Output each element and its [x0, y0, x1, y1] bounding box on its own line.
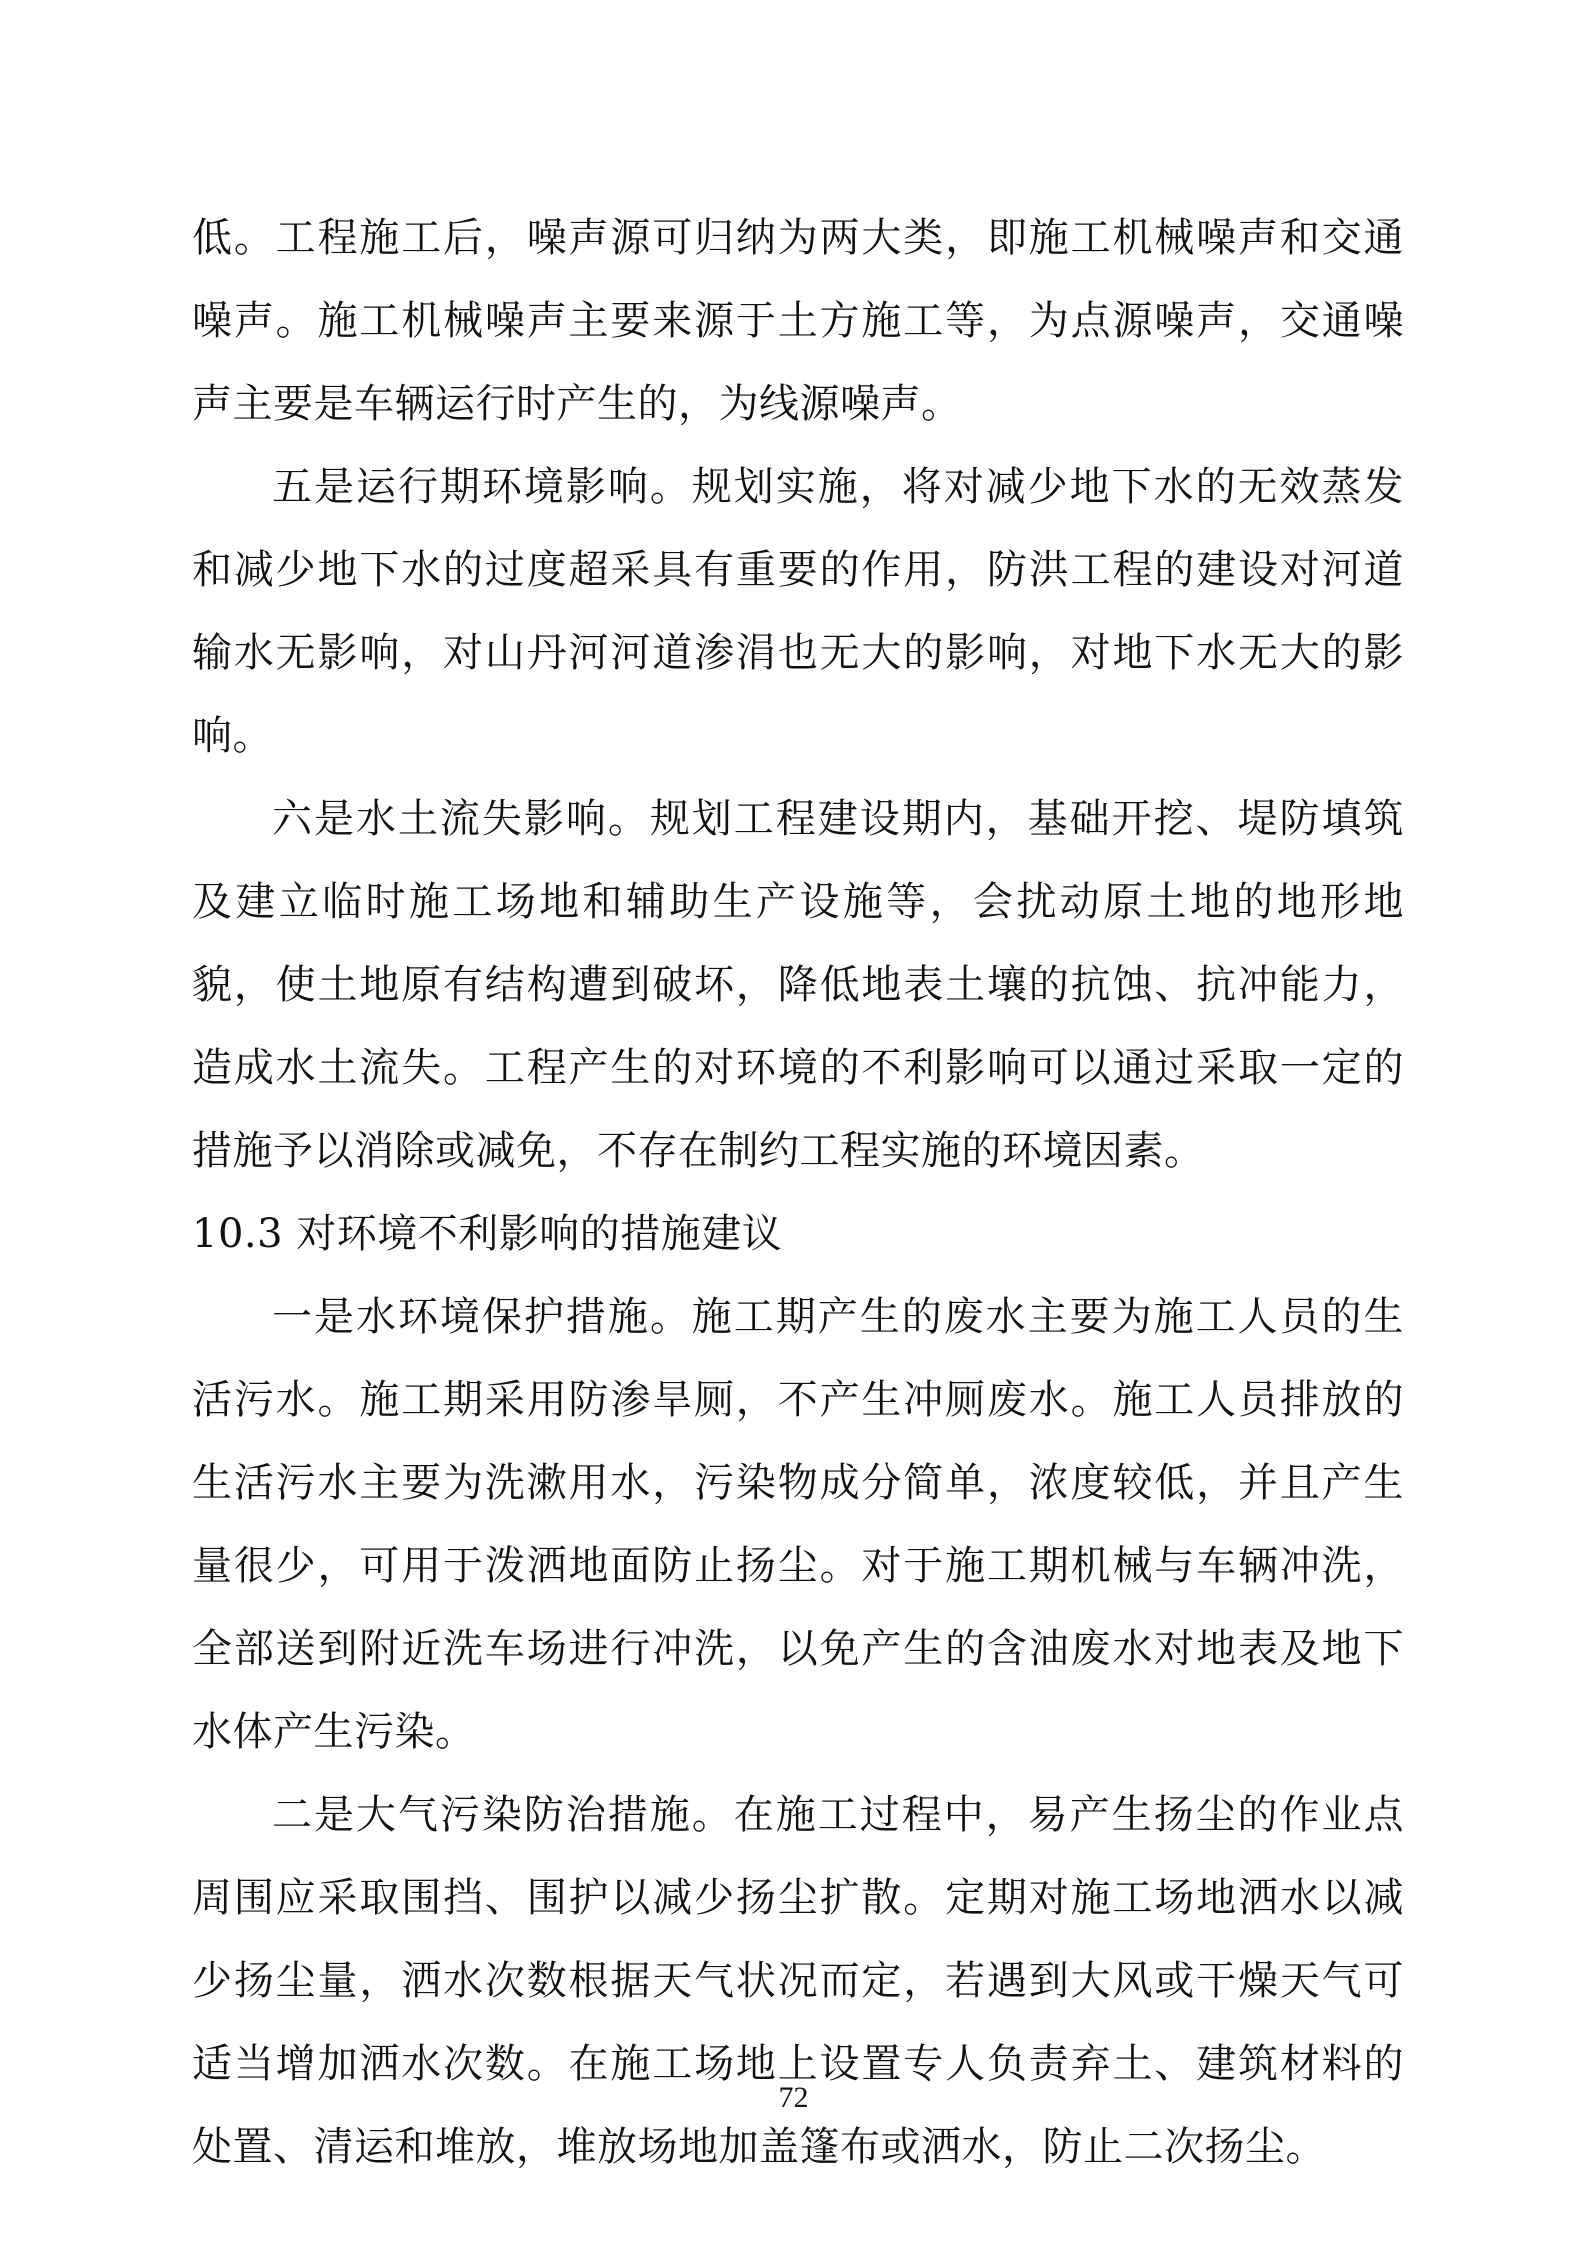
page-number: 72 [778, 2081, 809, 2114]
section-heading: 10.3 对环境不利影响的措施建议 [192, 1211, 783, 1257]
paragraph-water-protection: 一是水环境保护措施。施工期产生的废水主要为施工人员的生活污水。施工期采用防渗旱厕，不产生冲厕废水。施工人员排放的生活污水主要为洗漱用水，污染物成分简单，浓度较低，并且产生量很少，可用于泼洒地面防止扬尘。对于施工期机械与车辆冲洗，全部送到附近洗车场进行冲洗，以免产生的含油废水对地表及地下水体产生污染。 [192, 1294, 1404, 1755]
document-body [192, 197, 1404, 2189]
paragraph-noise-continued: 低。工程施工后，噪声源可归纳为两大类，即施工机械噪声和交通噪声。施工机械噪声主要来源于土方施工等，为点源噪声，交通噪声主要是车辆运行时产生的，为线源噪声。 [192, 215, 1404, 427]
paragraph-operation-impact: 五是运行期环境影响。规划实施，将对减少地下水的无效蒸发和减少地下水的过度超采具有重要的作用，防洪工程的建设对河道输水无影响，对山丹河河道渗涓也无大的影响，对地下水无大的影响。 [192, 464, 1404, 759]
paragraph-air-pollution: 二是大气污染防治措施。在施工过程中，易产生扬尘的作业点周围应采取围挡、围护以减少扬尘扩散。定期对施工场地洒水以减少扬尘量，洒水次数根据天气状况而定，若遇到大风或干燥天气可适当增加洒水次数。在施工场地上设置专人负责弃土、建筑材料的处置、清运和堆放，堆放场地加盖篷布或洒水，防止二次扬尘。 [192, 1792, 1404, 2170]
paragraph-soil-erosion: 六是水土流失影响。规划工程建设期内，基础开挖、堤防填筑及建立临时施工场地和辅助生产设施等，会扰动原土地的地形地貌，使土地原有结构遭到破坏，降低地表土壤的抗蚀、抗冲能力，造成水土流失。工程产生的对环境的不利影响可以通过采取一定的措施予以消除或减免，不存在制约工程实施的环境因素。 [192, 796, 1404, 1174]
